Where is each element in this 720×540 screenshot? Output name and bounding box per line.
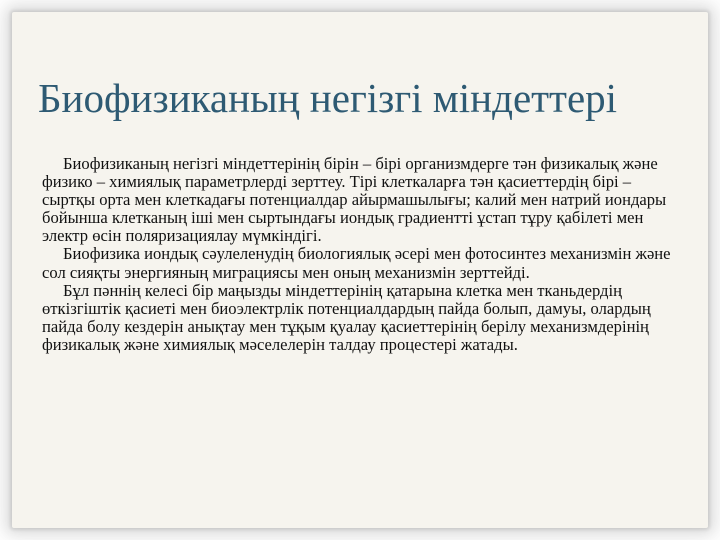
paragraph-3: Бұл пәннің келесі бір маңызды міндеттерінің қатарына клетка мен тканьдердің өткізгіштік қасиеті мен биоэлектрлік потенциалдардың пайда болып, дамуы, олардың пайда болу кездерін анықтау мен тұқым қуалау қасиеттерінің берілу механизмдерінің физикалық және химиялық мәселелерін талдау процестері жатады. <box>42 280 651 354</box>
paragraph-2: Биофизика иондық сәулеленудің биологиялық әсері мен фотосинтез механизмін және сол сияқты энергияның миграциясы мен оның механизмін зерттейді. <box>42 244 671 282</box>
slide-body <box>42 155 682 354</box>
slide-title: Биофизиканың негізгі міндеттері <box>38 75 618 121</box>
paragraph-1: Биофизиканың негізгі міндеттерінің бірін – бірі организмдерге тән физикалық және физико – химиялық параметрлерді зерттеу. Тірі клеткаларға тән қасиеттердің бірі – сыртқы орта мен клеткадағы потенциалдар айырмашылығы; калий мен натрий иондары бойынша клетканың іші мен сыртындағы иондық градиентті ұстап тұру қабілеті мен электр өсін поляризациялау мүмкіндігі. <box>42 154 667 246</box>
